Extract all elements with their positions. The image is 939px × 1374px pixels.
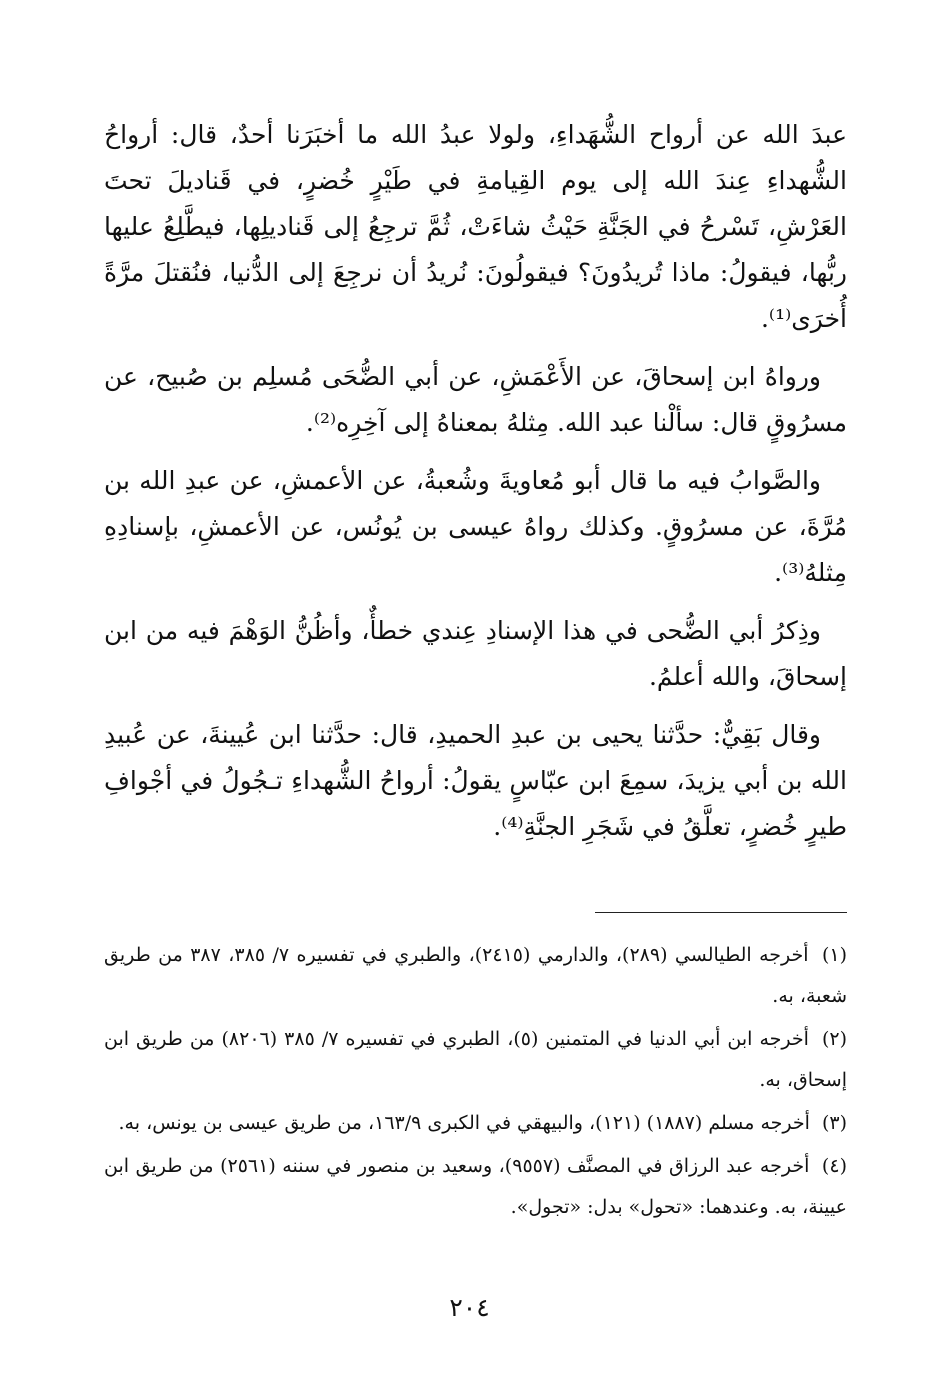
main-text: [104, 112, 847, 862]
paragraph: وذِكرُ أبي الضُّحى في هذا الإسنادِ عِندي خطأٌ، وأظُنُّ الوَهْمَ فيه من ابن إسحاقَ، والله أعلمُ.: [104, 616, 847, 691]
footnote-number: (٤): [821, 1155, 847, 1177]
footnote: [104, 1146, 847, 1228]
footnote-number: (٢): [821, 1028, 847, 1050]
footnote-text: أخرجه ابن أبي الدنيا في المتمنين (٥)، الطبري في تفسيره ٧/ ٣٨٥ (٨٢٠٦) من طريق ابن إسحاق، به.: [104, 1028, 847, 1091]
footnote-text: أخرجه مسلم (١٨٨٧) (١٢١)، والبيهقي في الكبرى ١٦٣/٩، من طريق عيسى بن يونس، به.: [118, 1112, 810, 1134]
page-number: ٢٠٤: [449, 1293, 490, 1322]
footnotes: [104, 935, 847, 1230]
footnote-divider: [595, 912, 847, 913]
footnote: [104, 1019, 847, 1101]
footnote-text: أخرجه الطيالسي (٢٨٩)، والدارمي (٢٤١٥)، والطبري في تفسيره ٧/ ٣٨٥، ٣٨٧ من طريق شعبة، به.: [104, 944, 847, 1007]
footnote-number: (١): [821, 944, 848, 966]
paragraph: والصَّوابُ فيه ما قال أبو مُعاويةَ وشُعبةُ، عن الأعمشِ، عن عبدِ الله بن مُرَّةَ، عن مسرُوقٍ. وكذلك رواهُ عيسى بن يُونُس، عن الأعمشِ، بإسنادِهِ مِثلهُ⁽³⁾.: [104, 466, 847, 587]
footnote-number: (٣): [821, 1112, 847, 1134]
paragraph: وقال بَقِيٌّ: حدَّثنا يحيى بن عبدِ الحميدِ، قال: حدَّثنا ابن عُيينةَ، عن عُبيدِ الله بن أبي يزيدَ، سمِعَ ابن عبّاسٍ يقولُ: أرواحُ الشُّهداءِ تـجُولُ في أجْوافِ طيرٍ خُضرٍ، تعلَّقُ في شَجَرِ الجنَّةِ⁽⁴⁾.: [104, 720, 847, 841]
paragraph: عبدَ الله عن أرواح الشُّهَداءِ، ولولا عبدُ الله ما أخبَرَنا أحدٌ، قال: أرواحُ الشُّهداءِ عِندَ الله إلى يوم القِيامةِ في طَيْرٍ خُضرٍ، في قَناديلَ تحتَ العَرْشِ، تَسْرحُ في الجَنَّةِ حَيْثُ شاءَتْ، ثُمَّ ترجِعُ إلى قَناديلِها، فيطَّلِعُ عليها ربُّها، فيقولُ: ماذا تُريدُونَ؟ فيقولُونَ: نُريدُ أن نرجِعَ إلى الدُّنيا، فنُقتلَ مرَّةً أُخرَى⁽¹⁾.: [104, 120, 847, 333]
footnote-text: أخرجه عبد الرزاق في المصنَّف (٩٥٥٧)، وسعيد بن منصور في سننه (٢٥٦١) من طريق ابن عيينة، به. وعندهما: «تحول» بدل: «تجول».: [104, 1155, 847, 1218]
footnote: [104, 1103, 847, 1144]
paragraph: ورواهُ ابن إسحاقَ، عن الأَعْمَشِ، عن أبي الضُّحَى مُسلِم بن صُبيح، عن مسرُوقٍ قال: سألْنا عبد الله. مِثلهُ بمعناهُ إلى آخِرِه⁽²⁾.: [104, 362, 847, 437]
footnote: [104, 935, 847, 1017]
